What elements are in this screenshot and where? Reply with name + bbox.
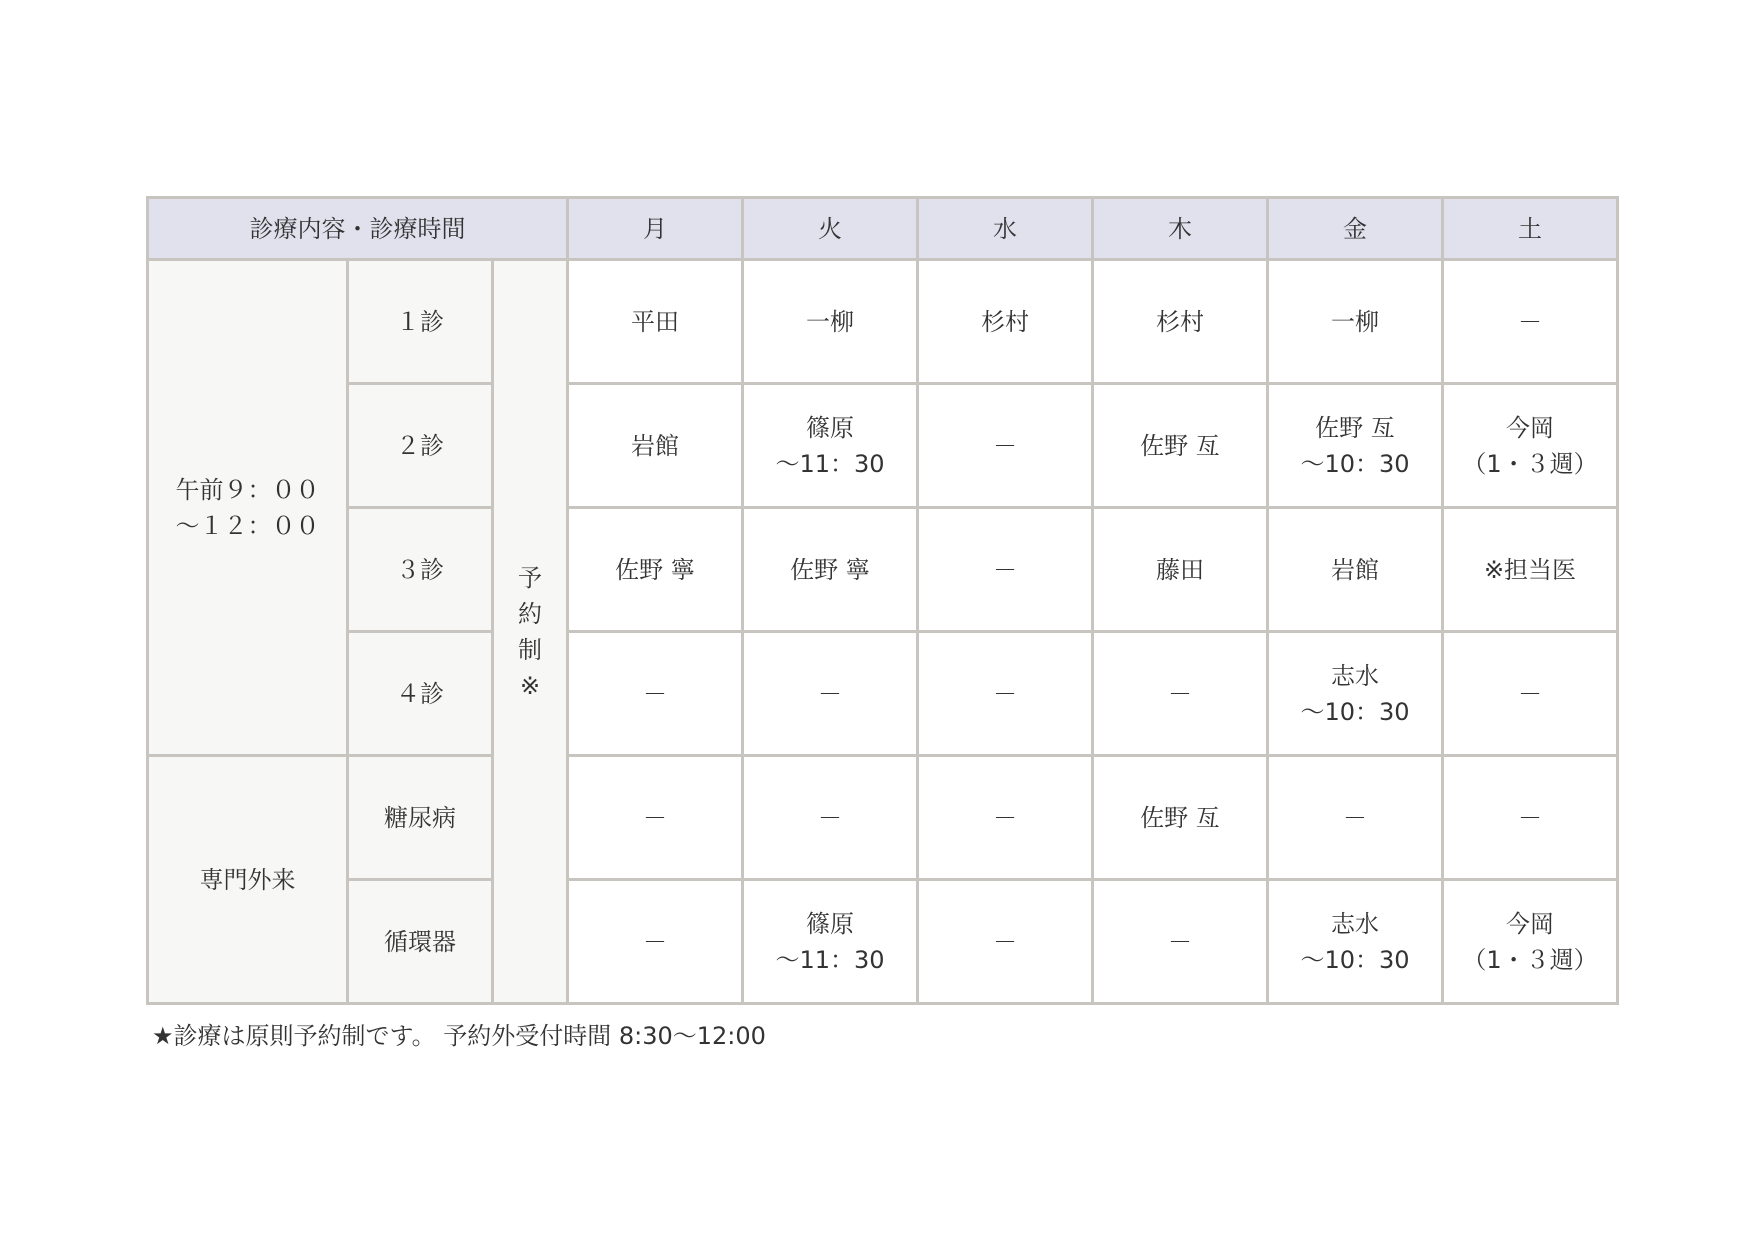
schedule-cell: －: [1443, 756, 1618, 880]
schedule-cell: －: [1268, 756, 1443, 880]
schedule-cell: －: [568, 756, 743, 880]
specialty-label: 専門外来: [148, 756, 348, 1004]
schedule-cell: 杉村: [918, 260, 1093, 384]
schedule-cell: 佐野 亙: [1093, 756, 1268, 880]
schedule-cell: 佐野 亙 ～10：30: [1268, 384, 1443, 508]
schedule-cell: 佐野 亙: [1093, 384, 1268, 508]
row-label: ２診: [348, 384, 493, 508]
row-label: ３診: [348, 508, 493, 632]
row-label: １診: [348, 260, 493, 384]
schedule-cell: －: [568, 880, 743, 1004]
schedule-cell: 佐野 寧: [568, 508, 743, 632]
header-label: 診療内容・診療時間: [148, 198, 568, 260]
table-row: [148, 384, 1618, 508]
day-wed: 水: [918, 198, 1093, 260]
schedule-cell: －: [918, 384, 1093, 508]
schedule-cell: 平田: [568, 260, 743, 384]
schedule-cell: －: [918, 880, 1093, 1004]
schedule-cell: 志水 ～10：30: [1268, 880, 1443, 1004]
day-fri: 金: [1268, 198, 1443, 260]
schedule-cell: 佐野 寧: [743, 508, 918, 632]
day-sat: 土: [1443, 198, 1618, 260]
schedule-table: [146, 196, 1619, 1005]
schedule-cell: －: [743, 756, 918, 880]
schedule-cell: 今岡 （1・３週）: [1443, 880, 1618, 1004]
schedule-cell: －: [568, 632, 743, 756]
day-thu: 木: [1093, 198, 1268, 260]
schedule-cell: －: [918, 632, 1093, 756]
schedule-cell: －: [1443, 632, 1618, 756]
day-tue: 火: [743, 198, 918, 260]
table-row: [148, 632, 1618, 756]
row-label: ４診: [348, 632, 493, 756]
header-row: [148, 198, 1618, 260]
schedule-cell: 岩館: [1268, 508, 1443, 632]
reservation-text: 予約制※: [518, 563, 542, 700]
schedule-cell: 一柳: [1268, 260, 1443, 384]
schedule-cell: －: [1443, 260, 1618, 384]
schedule-cell: 篠原 ～11：30: [743, 384, 918, 508]
reservation-footnote: ★診療は原則予約制です。 予約外受付時間 8:30～12:00: [152, 1022, 766, 1050]
schedule-cell: 今岡 （1・３週）: [1443, 384, 1618, 508]
schedule-cell: －: [743, 632, 918, 756]
schedule-cell: 藤田: [1093, 508, 1268, 632]
day-mon: 月: [568, 198, 743, 260]
table-row: [148, 756, 1618, 880]
row-label: 循環器: [348, 880, 493, 1004]
row-label: 糖尿病: [348, 756, 493, 880]
schedule-cell: －: [918, 508, 1093, 632]
table-row: [148, 260, 1618, 384]
schedule-cell: －: [1093, 880, 1268, 1004]
schedule-cell: 杉村: [1093, 260, 1268, 384]
schedule-cell: 岩館: [568, 384, 743, 508]
table-row: [148, 880, 1618, 1004]
schedule-cell: 篠原 ～11：30: [743, 880, 918, 1004]
schedule-cell: －: [918, 756, 1093, 880]
schedule-cell: ※担当医: [1443, 508, 1618, 632]
reservation-label: [493, 260, 568, 1004]
schedule-cell: 志水 ～10：30: [1268, 632, 1443, 756]
table-row: [148, 508, 1618, 632]
schedule-cell: 一柳: [743, 260, 918, 384]
schedule-cell: －: [1093, 632, 1268, 756]
morning-hours-label: 午前９：００ ～１２：００: [148, 260, 348, 756]
